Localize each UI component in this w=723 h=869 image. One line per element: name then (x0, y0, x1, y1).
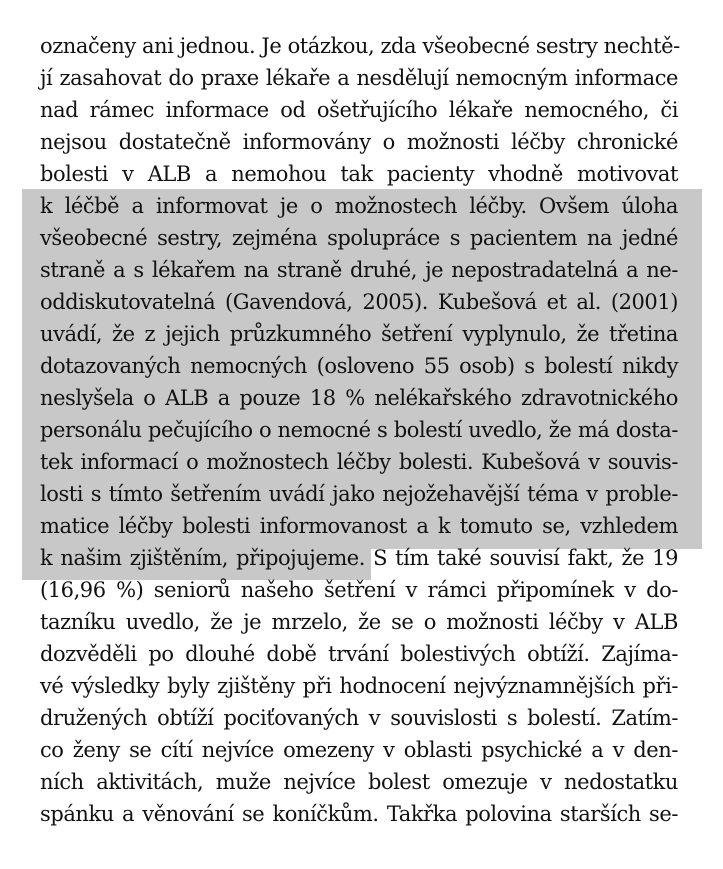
text-line: vé výsledky byly zjištěny při hodnocení nejvýznamnějších při- (40, 674, 678, 698)
text-line: jí zasahovat do praxe lékaře a nesdělují nemocným informace (40, 66, 678, 90)
text-line: matice léčby bolesti informovanost a k tomuto se, vzhledem (40, 514, 678, 538)
text-line: spánku a věnování se koníčkům. Takřka polovina starších se- (40, 802, 678, 826)
text-line: ních aktivitách, muže nejvíce bolest omezuje v nedostatku (40, 770, 678, 794)
text-line: všeobecné sestry, zejména spolupráce s pacientem na jedné (40, 226, 678, 250)
text-line: personálu pečujícího o nemocné s bolestí uvedlo, že má dosta- (40, 418, 678, 442)
text-line: družených obtíží pociťovaných v souvislosti s bolestí. Zatím- (40, 706, 678, 730)
text-line: (16,96 %) seniorů našeho šetření v rámci připomínek v do- (40, 578, 678, 602)
text-line: tek informací o možnostech léčby bolesti. Kubešová v souvis- (40, 450, 678, 474)
text-line: straně a s lékařem na straně druhé, je nepostradatelná a ne- (40, 258, 678, 282)
text-line: uvádí, že z jejich průzkumného šetření vyplynulo, že třetina (40, 322, 678, 346)
text-line: dozvěděli po dlouhé době trvání bolestivých obtíží. Zajíma- (40, 642, 678, 666)
text-line: co ženy se cítí nejvíce omezeny v oblasti psychické a v den- (40, 738, 678, 762)
text-line: k našim zjištěním, připojujeme. S tím také souvisí fakt, že 19 (40, 546, 678, 570)
text-line: neslyšela o ALB a pouze 18 % nelékařského zdravotnického (40, 386, 678, 410)
text-line: bolesti v ALB a nemohou tak pacienty vhodně motivovat (40, 162, 678, 186)
text-line: nejsou dostatečně informovány o možnosti léčby chronické (40, 130, 678, 154)
text-line: k léčbě a informovat je o možnostech léčby. Ovšem úloha (40, 194, 678, 218)
text-line: oddiskutovatelná (Gavendová, 2005). Kubešová et al. (2001) (40, 290, 678, 314)
text-line: losti s tímto šetřením uvádí jako nejožehavější téma v proble- (40, 482, 678, 506)
text-line: označeny ani jednou. Je otázkou, zda všeobecné sestry nechtě- (40, 34, 680, 58)
text-line: tazníku uvedlo, že je mrzelo, že se o možnosti léčby v ALB (40, 610, 678, 634)
paragraph-text[interactable] (40, 30, 678, 830)
text-line: dotazovaných nemocných (osloveno 55 osob) s bolestí nikdy (40, 354, 678, 378)
text-line: nad rámec informace od ošetřujícího lékaře nemocného, či (40, 98, 678, 122)
